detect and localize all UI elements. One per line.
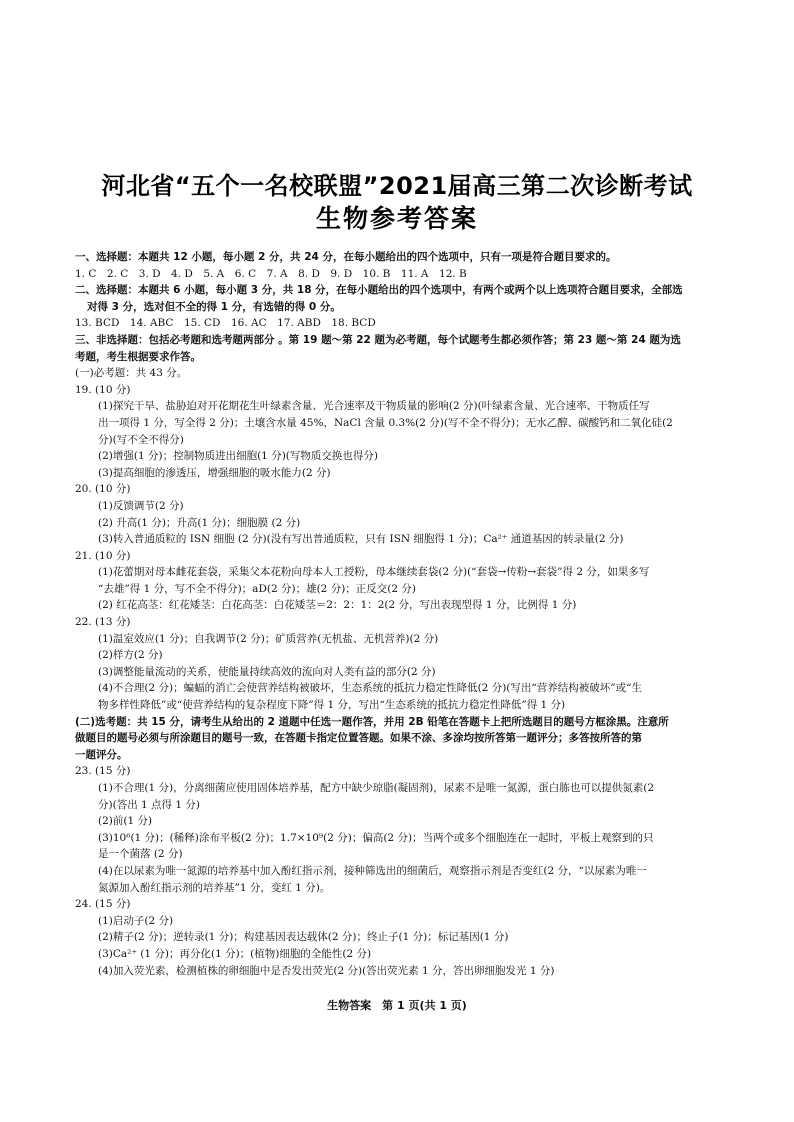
answer-line: 二、选择题：本题共 6 小题，每小题 3 分，共 18 分，在每小题给出的四个选项中，有两个或两个以上选项符合题目要求，全部选 xyxy=(75,284,683,297)
answer-line: (3)调整能量流动的关系，使能量持续高效的流向对人类有益的部分(2 分) xyxy=(98,665,436,678)
answer-body xyxy=(75,249,723,979)
answer-line: 20. (10 分) xyxy=(75,483,131,496)
answer-line: 分)(写不全不得分) xyxy=(98,433,184,446)
answer-line: 24. (15 分) xyxy=(75,898,131,911)
answer-line: “去雄”得 1 分，写不全不得分)；aD(2 分)；雄(2 分)；正反交(2 分) xyxy=(98,582,416,595)
document-subtitle: 生物参考答案 xyxy=(315,204,478,233)
answer-line: (1)温室效应(1 分)；自我调节(2 分)；矿质营养(无机盐、无机营养)(2 分) xyxy=(98,632,439,645)
answer-line: 23. (15 分) xyxy=(75,765,131,778)
answer-line: (1)反馈调节(2 分) xyxy=(98,499,184,512)
answer-line: (2)精子(2 分)；逆转录(1 分)；构建基因表达载体(2 分)；终止子(1 分)；标记基因(1 分) xyxy=(98,931,509,944)
answer-line: (3)10⁶(1 分)；(稀释)涂布平板(2 分)；1.7×10⁹(2 分)；偏高(2 分)；当两个或多个细胞连在一起时，平板上观察到的只 xyxy=(98,831,654,844)
answer-line: 物多样性降低”或“使营养结构的复杂程度下降”得 1 分，写出“生态系统的抵抗力稳定性降低”得 1 分) xyxy=(98,699,566,712)
answer-line: 氮源加入酚红指示剂的培养基”1 分，变红 1 分)。 xyxy=(98,881,331,894)
answer-line: (3)转入普通质粒的 ISN 细胞 (2 分)(没有写出普通质粒，只有 ISN 细胞得 1 分)；Ca²⁺ 通道基因的转录量(2 分) xyxy=(98,533,624,546)
answer-line: 13. BCD 14. ABC 15. CD 16. AC 17. ABD 18. BCD xyxy=(75,317,376,330)
answer-line: 是一个菌落 (2 分) xyxy=(98,848,183,861)
answer-line: 一、选择题：本题共 12 小题，每小题 2 分，共 24 分，在每小题给出的四个选项中，只有一项是符合题目要求的。 xyxy=(75,251,617,263)
answer-line: (一)必考题：共 43 分。 xyxy=(75,367,188,380)
answer-line: (4)不合理(2 分)；蝙蝠的消亡会使营养结构被破坏，生态系统的抵抗力稳定性降低(2 分)(写出“营养结构被破坏”或“生 xyxy=(98,682,642,695)
answer-line: (2)前(1 分) xyxy=(98,815,153,828)
answer-line: (1)探究干旱、盐胁迫对开花期花生叶绿素含量、光合速率及干物质量的影响(2 分)(叶绿素含量、光合速率、干物质任写 xyxy=(98,400,650,413)
answer-line: (4)加入荧光素，检测植株的卵细胞中是否发出荧光(2 分)(答出荧光素 1 分，答出卵细胞发光 1 分) xyxy=(98,964,555,977)
answer-line: (2)增强(1 分)；控制物质进出细胞(1 分)(写物质交换也得分) xyxy=(98,450,378,463)
answer-line: 22. (13 分) xyxy=(75,616,131,629)
document-title: 河北省“五个一名校联盟”2021届高三第二次诊断考试 xyxy=(101,172,693,200)
answer-line: 做题目的题号必须与所涂题目的题号一致，在答题卡指定位置答题。如果不涂、多涂均按所答第一题评分；多答按所答的第 xyxy=(75,732,642,745)
answer-line: 考题，考生根据要求作答。 xyxy=(75,350,201,363)
answer-line: 对得 3 分，选对但不全的得 1 分，有选错的得 0 分。 xyxy=(87,300,341,313)
answer-line: (1)花蕾期对母本雌花套袋，采集父本花粉向母本人工授粉，母本继续套袋(2 分)(“套袋→传粉→套袋”得 2 分，如果多写 xyxy=(98,566,650,579)
answer-line: (4)在以尿素为唯一氮源的培养基中加入酚红指示剂，接种筛选出的细菌后，观察指示剂是否变红(2 分，“以尿素为唯一 xyxy=(98,864,647,877)
answer-line: (1)启动子(2 分) xyxy=(98,914,174,927)
answer-line: (3)提高细胞的渗透压，增强细胞的吸水能力(2 分) xyxy=(98,466,331,479)
answer-line: 一题评分。 xyxy=(75,748,128,761)
answer-line: 出一项得 1 分，写全得 2 分)；土壤含水量 45%，NaCl 含量 0.3%(2 分)(写不全不得分)；无水乙醇、碳酸钙和二氧化硅(2 xyxy=(98,416,673,429)
answer-line: (3)Ca²⁺ (1 分)；再分化(1 分)；(植物)细胞的全能性(2 分) xyxy=(98,947,372,960)
answer-line: 分)(答出 1 点得 1 分) xyxy=(98,798,201,811)
answer-line: (2) 红花高茎：红花矮茎：白花高茎：白花矮茎＝2：2：1：2(2 分，写出表现型得 1 分，比例得 1 分) xyxy=(98,599,577,612)
answer-line: (1)不合理(1 分)，分离细菌应使用固体培养基，配方中缺少琼脂(凝固剂)，尿素不是唯一氮源，蛋白胨也可以提供氮素(2 xyxy=(98,782,655,794)
answer-line: 21. (10 分) xyxy=(75,549,131,562)
page-footer: 生物答案 第 1 页(共 1 页) xyxy=(327,999,467,1012)
answer-line: 1. C 2. C 3. D 4. D 5. A 6. C 7. A 8. D 9. D 10. B 11. A 12. B xyxy=(75,267,467,280)
answer-line: 三、非选择题：包括必考题和选考题两部分 。第 19 题～第 22 题为必考题，每个试题考生都必须作答；第 23 题～第 24 题为选 xyxy=(75,333,681,346)
answer-line: (2) 升高(1 分)；升高(1 分)；细胞膜 (2 分) xyxy=(98,516,301,529)
answer-line: 19. (10 分) xyxy=(75,383,131,396)
answer-line: (二)选考题：共 15 分，请考生从给出的 2 道题中任选一题作答，并用 2B 铅笔在答题卡上把所选题目的题号方框涂黑。注意所 xyxy=(75,715,669,728)
answer-line: (2)样方(2 分) xyxy=(98,649,163,662)
